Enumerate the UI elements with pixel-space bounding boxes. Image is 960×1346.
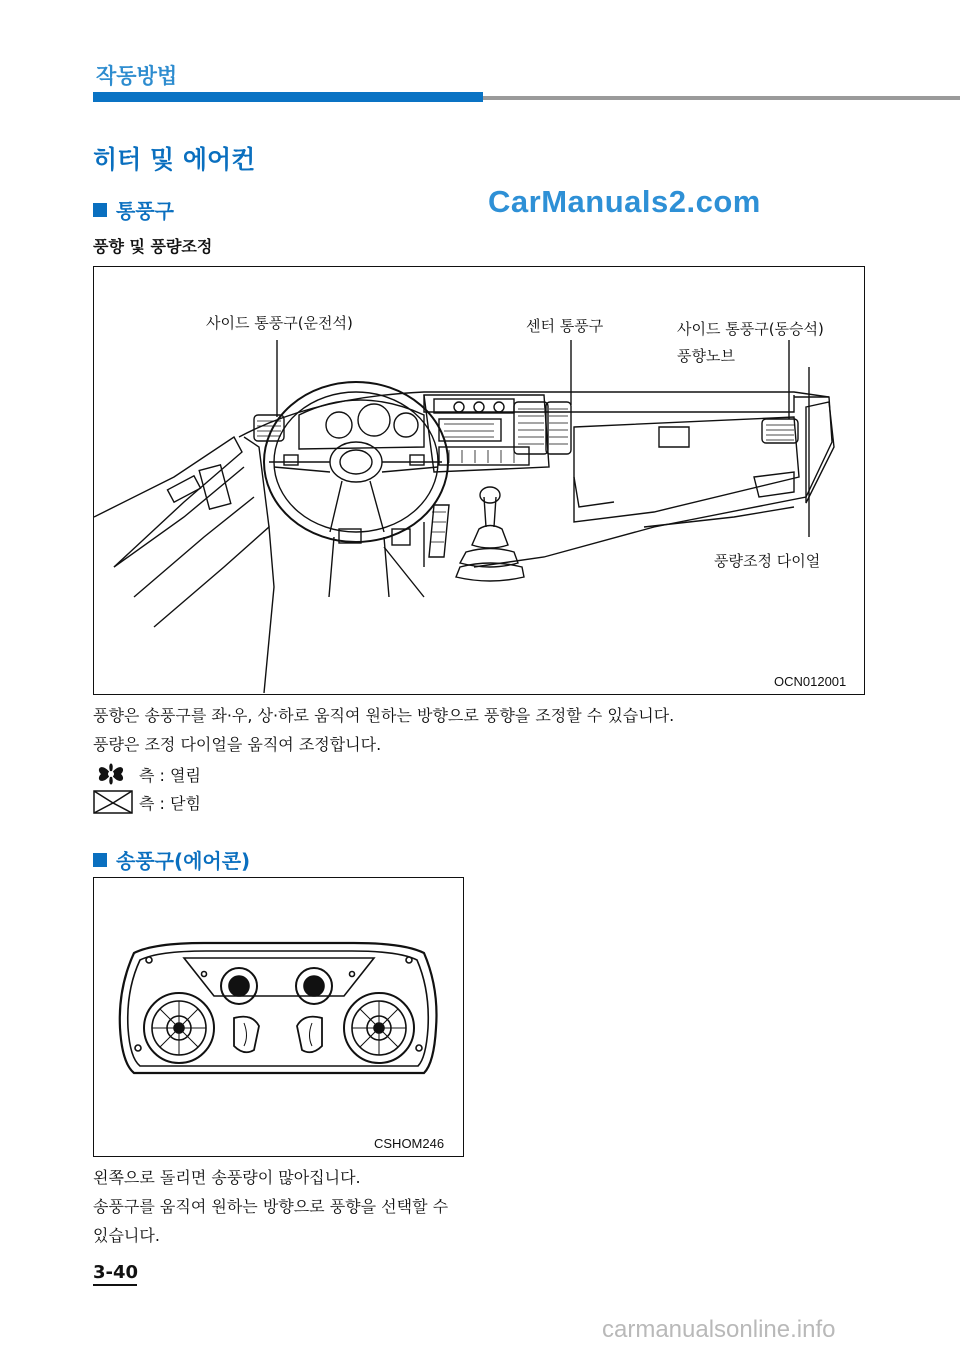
vent-text-line-1: 풍향은 송풍구를 좌·우, 상·하로 움직여 원하는 방향으로 풍향을 조정할 수 있습니다.: [93, 706, 675, 725]
section-title: 히터 및 에어컨: [93, 145, 256, 174]
dashboard-figure: [93, 266, 865, 695]
subsection-vent-label: 통풍구: [116, 199, 174, 223]
label-side-vent-driver: 사이드 통풍구(운전석): [206, 314, 353, 332]
legend-open: [93, 760, 201, 788]
legend-closed: [93, 788, 201, 816]
ac-text-line-2: 송풍구를 움직여 원하는 방향으로 풍향을 선택할 수: [93, 1197, 449, 1216]
bullet-square-icon: [93, 853, 107, 867]
ac-vent-figure: [93, 877, 464, 1157]
page-number-underline: [93, 1284, 137, 1286]
label-side-vent-passenger: 사이드 통풍구(동승석): [677, 320, 824, 338]
watermark-top[interactable]: CarManuals2.com: [488, 184, 761, 219]
figure-code-1: OCN012001: [774, 674, 847, 689]
vent-closed-icon: [93, 790, 133, 814]
label-center-vent: 센터 통풍구: [526, 317, 604, 335]
legend-closed-label: 측 : 닫힘: [139, 793, 201, 813]
bullet-square-icon: [93, 203, 107, 217]
ac-vent-illustration: [94, 878, 462, 1155]
page-number: 3-40: [93, 1262, 139, 1283]
ac-text-line-1: 왼쪽으로 돌리면 송풍량이 많아집니다.: [93, 1168, 361, 1187]
header-bar-line: [483, 96, 960, 100]
subsection-title-ac: [93, 845, 250, 874]
vent-description: [93, 701, 893, 759]
subsection-title-vent: [93, 195, 174, 224]
figure-code-2: CSHOM246: [374, 1136, 445, 1151]
vent-text-line-2: 풍량은 조정 다이얼을 움직여 조정합니다.: [93, 735, 382, 754]
watermark-bottom[interactable]: carmanualsonline.info: [602, 1316, 836, 1343]
subheading-direction: 풍향 및 풍량조정: [93, 237, 213, 256]
ac-text-line-3: 있습니다.: [93, 1226, 160, 1245]
label-direction-knob: 풍향노브: [677, 347, 735, 365]
label-volume-dial: 풍량조정 다이얼: [714, 552, 821, 570]
subsection-ac-label: 송풍구(에어콘): [116, 849, 251, 873]
header-bar-accent: [93, 92, 483, 102]
fan-open-icon: [93, 760, 129, 788]
chapter-title: 작동방법: [96, 64, 178, 88]
ac-description: [93, 1163, 473, 1250]
legend-open-label: 측 : 열림: [139, 765, 201, 785]
